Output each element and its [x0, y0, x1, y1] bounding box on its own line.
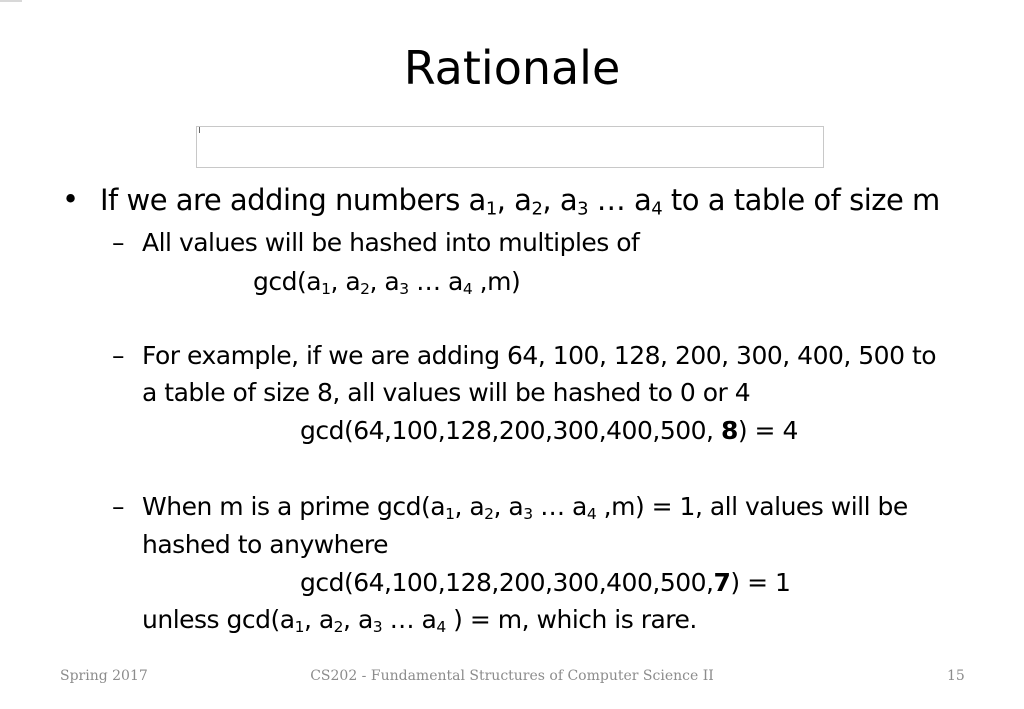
sub1-line1: All values will be hashed into multiples of: [142, 228, 640, 257]
sub3-gcd: gcd(64,100,128,200,300,400,500,7) = 1: [300, 568, 791, 597]
slide-title: Rationale: [403, 41, 621, 95]
bullet-icon: •: [62, 182, 80, 216]
sub2-gcd: gcd(64,100,128,200,300,400,500, 8) = 4: [300, 416, 798, 445]
sub3-unless: unless $\gcd(a_1$, $a_2$, $a_3$ … $a_4$ ) = m, which is rare.: [142, 605, 697, 636]
sub3-line1: When m is a prime $\gcd(a_1$, $a_2$, $a_3$ … $a_4$ ,m) = 1, all values will be: [142, 492, 908, 523]
footer-page-number: 15: [947, 668, 965, 684]
sub2-line2: a table of size 8, all values will be hashed to 0 or 4: [142, 378, 751, 407]
dash-icon: –: [112, 492, 125, 521]
empty-text-box[interactable]: [196, 126, 824, 168]
footer-course: CS202 - Fundamental Structures of Computer Science II: [310, 668, 714, 684]
text-cursor-mark: [199, 127, 200, 133]
sub3-line2: hashed to anywhere: [142, 530, 389, 559]
sub2-line1: For example, if we are adding 64, 100, 128, 200, 300, 400, 500 to: [142, 341, 937, 370]
dash-icon: –: [112, 228, 125, 257]
sub1-gcd: $\gcd(a_1$, $a_2$, $a_3$ … $a_4$ ,m): [253, 267, 521, 298]
corner-mark: [0, 0, 22, 2]
dash-icon: –: [112, 341, 125, 370]
footer-date: Spring 2017: [60, 668, 148, 684]
bullet-main-text: If we are adding numbers $a_1$, $a_2$, $a_3$ … $a_4$ to a table of size m: [100, 183, 940, 220]
